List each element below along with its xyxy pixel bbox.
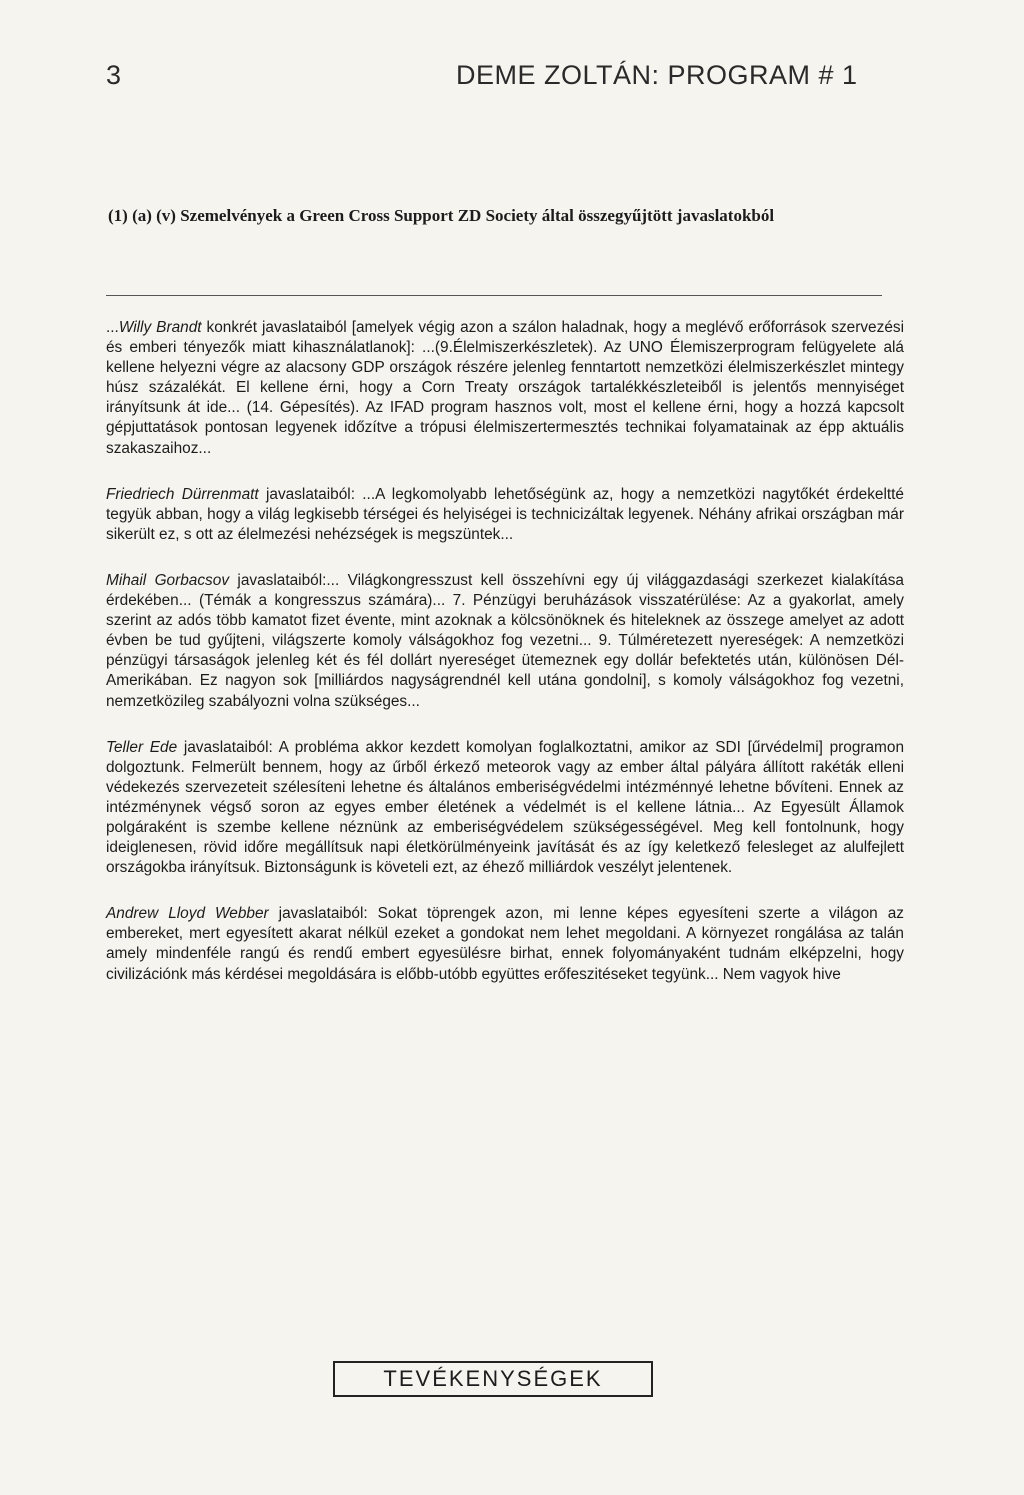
section-heading: (1) (a) (v) Szemelvények a Green Cross Support ZD Society által összegyűjtött javaslatokból xyxy=(108,206,775,225)
entry-author: Mihail Gorbacsov xyxy=(106,571,230,589)
entry-author: Teller Ede xyxy=(106,738,178,756)
entry-text: javaslataiból:... Világkongresszust kell összehívni egy új világgazdasági szerkezet kialakítása érdekében... (Témák a kongresszus számára)... 7. Pénzügyi beruházások visszatérülése: Az a gyakorlat, amely szerint az adós több kamatot fizet évente, mint azoknak a kölcsönöknek és hiteleknek az összege amelyet az adott évben be tud gyűjteni, világszerte komoly válságokhoz fog vezetni... 9. Túlméretezett nyereségek: A nemzetközi pénzügyi társaságok jelenleg két és fél dollárt nyereséget ütemeznek egy dollár befektetés után, különösen Dél-Amerikában. Ez nagyon sok [milliárdos nagyságrendnél kell utána gondolni], s komoly válságokhoz fog vezetni, nemzetközileg szabályozni volna szükséges... xyxy=(106,571,904,710)
entry-author: Andrew Lloyd Webber xyxy=(106,905,269,923)
entry-gorbacsov xyxy=(106,571,904,712)
entry-text: javaslataiból: ...A legkomolyabb lehetőségünk az, hogy a nemzetközi nagytőkét érdekeltté tegyük abban, hogy a világ legkisebb térségei és helyiségei is technicizáltak legyenek. Néhány afrikai országban már sikerült ez, s ott az élelmezési nehézségek is megszüntek... xyxy=(106,485,904,543)
section-label-box xyxy=(333,1361,653,1397)
entry-willy-brandt: ...Willy Brandt konkrét javaslataiból [amelyek végig azon a szálon haladnak, hogy a meglévő erőforrások szervezési és emberi tényezők miatt kihasználatlanok]: ...(9.Élelmiszerkészletek). Az UNO Élemiszerprogram felügyelete alá kellene helyezni végre az alacsony GDP országok részére jelenleg fenntartott nemzetközi élelmiszerkészlet mintegy húsz százalékát. El kellene érni, hogy a Corn Treaty országok tartalékkészleteiből is jelentős mennyiséget irányítsunk át ide... (14. Gépesítés). Az IFAD program hasznos volt, most el kellene érni, hogy a hozzá kapcsolt gépjuttatások pontosan legyenek időzítve a trópusi élelmiszertermesztés technikai folyamatainak az épp aktuális szakaszaihoz... xyxy=(106,319,904,457)
entry-author: Willy Brandt xyxy=(118,319,202,336)
entry-text: konkrét javaslataiból [amelyek végig azon a szálon haladnak, hogy a meglévő erőforrások szervezési és emberi tényezők miatt kihasználatlanok]: ...(9.Élelmiszerkészletek). Az UNO Élemiszerprogram felügyelete alá kellene helyezni végre az alacsony GDP országok részére jelenleg fenntartott nemzetközi élelmiszerkészlet mintegy húsz százalékát. El kellene érni, hogy a Corn Treaty országok tartalékkészleteiből is jelentős mennyiséget irányítsunk át ide... (14. Gépesítés). Az IFAD program hasznos volt, most el kellene érni, hogy a hozzá kapcsolt gépjuttatások pontosan legyenek időzítve a trópusi élelmiszertermesztés technikai folyamatainak az épp aktuális szakaszaihoz... xyxy=(106,319,904,457)
entry-webber xyxy=(106,904,904,984)
page-number: 3 xyxy=(106,60,122,90)
entry-durrenmatt xyxy=(106,485,904,545)
running-title: DEME ZOLTÁN: PROGRAM # 1 xyxy=(456,60,858,90)
horizontal-rule xyxy=(106,295,882,296)
entry-text: javaslataiból: A probléma akkor kezdett komolyan foglalkoztatni, amikor az SDI [űrvédelmi] programon dolgoztunk. Felmerült bennem, hogy az űrből érkező meteorok vagy az ember által pályára állított rakéták elleni védekezés szervezeteit szélesíteni lehetne és általános emberiségvédelmi intézménnyé lehetne bővíteni. Ennek az intézménynek végső soron az egyes ember életének a védelmét is el kellene látnia... Az Egyesült Államok polgáraként is szembe kellene néznünk az emberiségvédelem szükségességével. Meg kell fontolnunk, hogy ideiglenesen, rövid időre megállítsuk napi életkörülményeink javítását és az így keletkező felesleget az alulfejlett országokba irányítsuk. Biztonságunk is követeli ezt, az éhező milliárdok veszélyt jelentenek. xyxy=(106,738,904,877)
body-text xyxy=(106,318,904,1011)
section-label: TEVÉKENYSÉGEK xyxy=(383,1366,603,1391)
entry-author: Friedriech Dürrenmatt xyxy=(106,485,259,503)
entry-teller xyxy=(106,738,904,879)
entry-text: javaslataiból: Sokat töprengek azon, mi lenne képes egyesíteni szerte a világon az embereket, mert egyesített akarat nélkül ezeket a gondokat nem lehet megoldani. A környezet rongálása az talán amely mindenféle rangú és rendű embert egyesülésre birhat, ennek folyományaként tudnám elképzelni, hogy civilizációnk más kérdései megoldására is előbb-utóbb együttes erőfeszitéseket tegyünk... Nem vagyok hive xyxy=(106,905,904,983)
